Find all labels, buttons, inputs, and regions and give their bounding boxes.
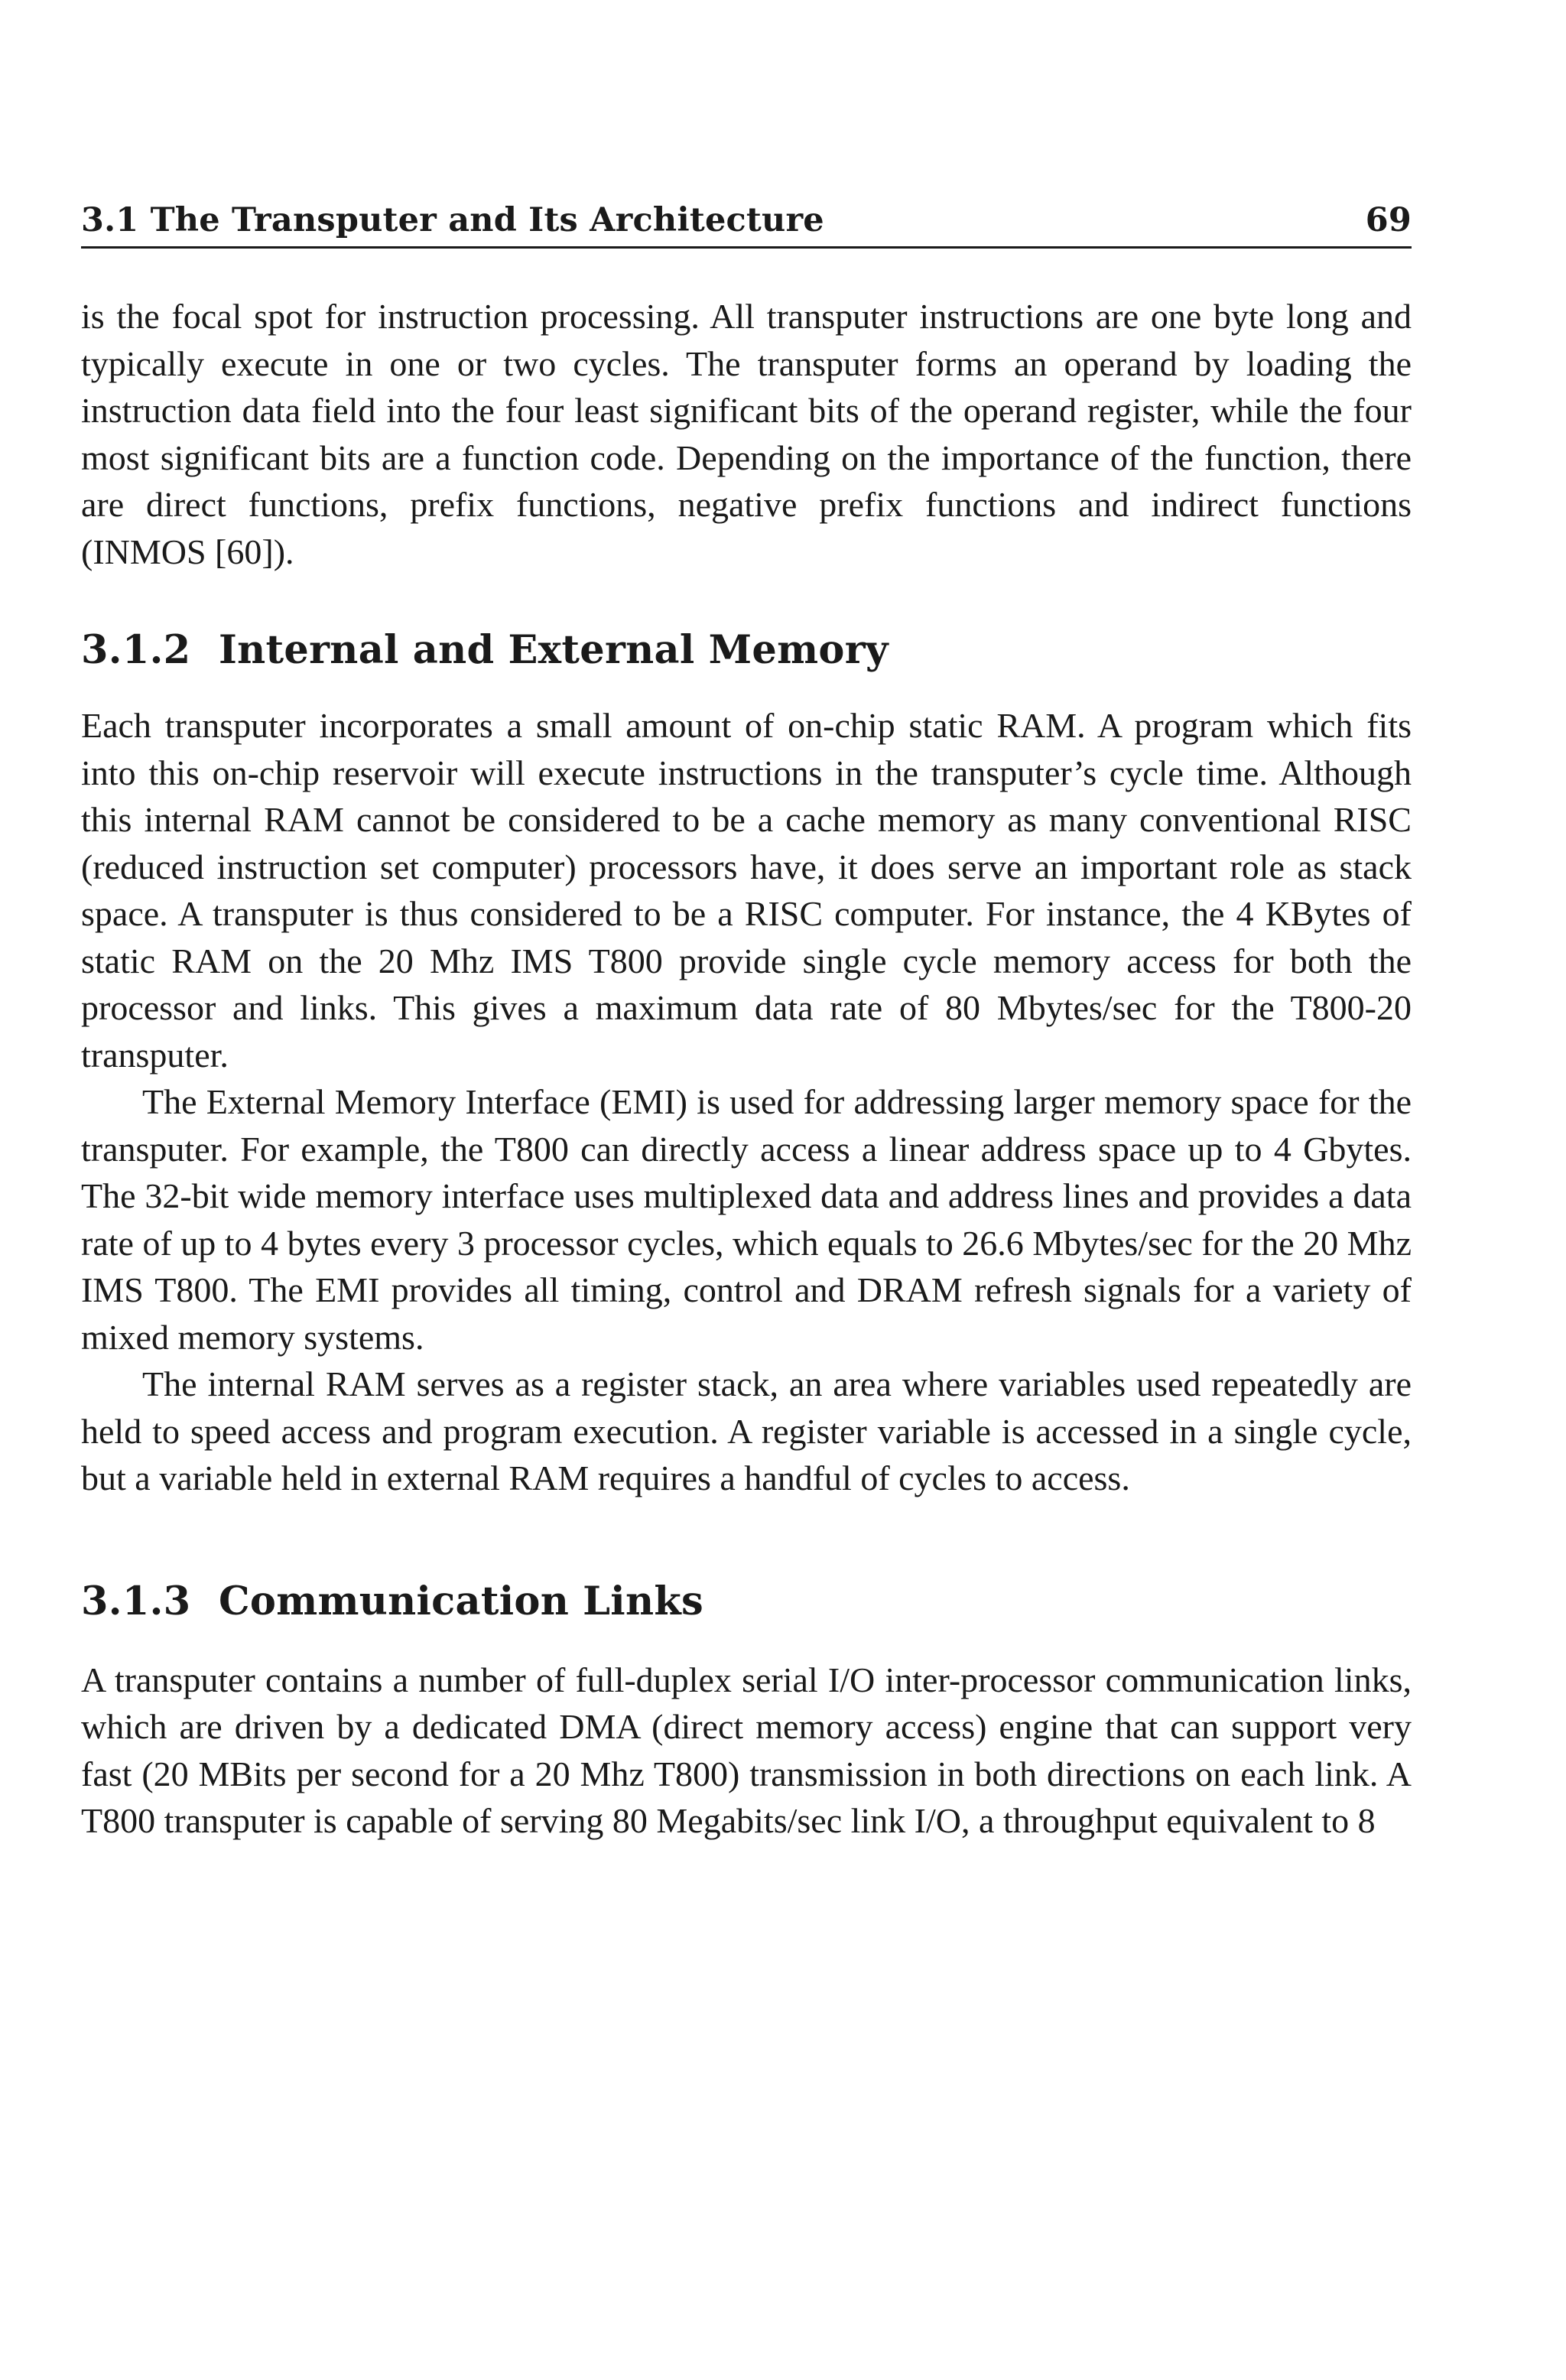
running-head-title: 3.1 The Transputer and Its Architecture (81, 201, 824, 239)
page-number: 69 (1365, 201, 1412, 239)
paragraph-communication-links: A transputer contains a number of full-duplex serial I/O inter-processor communication links, which are driven by a dedicated DMA (direct memory access) engine that can support very fast (20 MBits per second for a 20 Mhz T800) transmission in both directions on each link. A T800 transputer is capable of serving 80 Megabits/sec link I/O, a throughput equivalent to 8 (81, 1660, 1412, 1840)
paragraph-on-chip-ram: Each transputer incorporates a small amount of on-chip static RAM. A program which fits into this on-chip reservoir will execute instructions in the transputer’s cycle time. Although this internal RAM cannot be considered to be a cache memory as many conventional RISC (reduced instruction set computer) processors have, it does serve an important role as stack space. A transputer is thus considered to be a RISC computer. For instance, the 4 KBytes of static RAM on the 20 Mhz IMS T800 provide single cycle memory access for both the processor and links. This gives a maximum data rate of 80 Mbytes/sec for the T800-20 transputer. (81, 706, 1412, 1075)
section-number: 3.1.2 (81, 627, 191, 673)
paragraph-instruction-processing: is the focal spot for instruction processing. All transputer instructions are one byte long and typically execute in one or two cycles. The transputer forms an operand by loading the instruction data field into the four least significant bits of the operand register, while the four most significant bits are a function code. Depending on the importance of the function, there are direct functions, prefix functions, negative prefix functions and indirect functions (INMOS [60]). (81, 297, 1412, 571)
section-heading-internal-external-memory (81, 627, 1412, 673)
section-number: 3.1.3 (81, 1578, 191, 1624)
section-title: Internal and External Memory (219, 627, 889, 673)
paragraph-register-stack: The internal RAM serves as a register stack, an area where variables used repeatedly are held to speed access and program execution. A register variable is accessed in a single cycle, but a variable held in external RAM requires a handful of cycles to access. (81, 1364, 1412, 1497)
page (81, 200, 1412, 1845)
section-title: Communication Links (219, 1578, 704, 1624)
running-head (81, 200, 1412, 249)
paragraph-external-memory-interface: The External Memory Interface (EMI) is used for addressing larger memory space for the transputer. For example, the T800 can directly access a linear address space up to 4 Gbytes. The 32-bit wide memory interface uses multiplexed data and address lines and provides a data rate of up to 4 bytes every 3 processor cycles, which equals to 26.6 Mbytes/sec for the 20 Mhz IMS T800. The EMI provides all timing, control and DRAM refresh signals for a variety of mixed memory systems. (81, 1082, 1412, 1357)
body-text (81, 293, 1412, 1845)
section-heading-communication-links (81, 1579, 1412, 1624)
